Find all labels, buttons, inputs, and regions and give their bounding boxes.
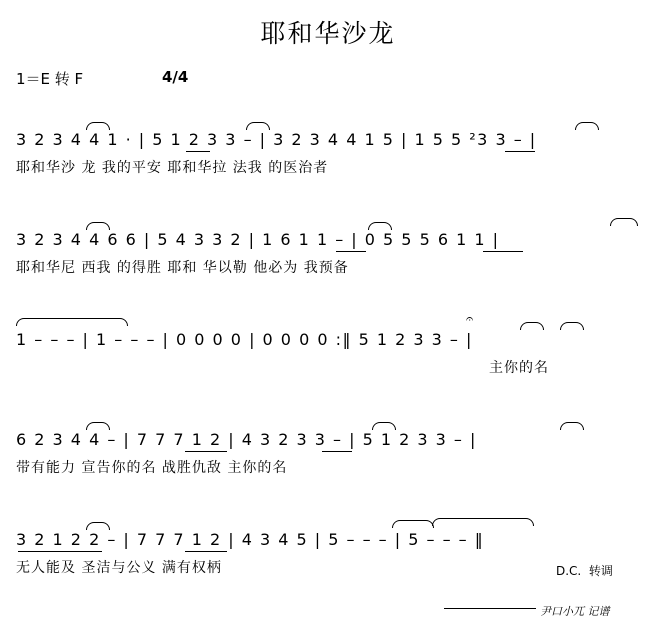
score-row-4 [0,430,656,510]
underline-mark [336,251,366,252]
lyrics-line: 主你的名 [489,360,549,376]
slur-mark [560,422,584,430]
notation-line: 3 2 1 2 2 – | 7 7 7 1 2 | 4 3 4 5 | 5 – – – | 5 – – – ‖ [16,530,485,549]
slur-mark [520,322,544,330]
notation-line: 6 2 3 4 4 – | 7 7 7 1 2 | 4 3 2 3 3 – | 5 1 2 3 3 – | [16,430,477,449]
slur-mark [372,422,396,430]
key-signature: 1＝E 转 F [16,70,84,88]
underline-mark [185,551,227,552]
slur-mark [86,222,110,230]
underline-mark [505,151,535,152]
slur-mark [86,122,110,130]
slur-mark [86,522,110,530]
notation-line: 3 2 3 4 4 1 · | 5 1 2 3 3 – | 3 2 3 4 4 1 5 | 1 5 5 ²3 3 – | [16,130,537,149]
underline-mark [483,251,523,252]
lyrics-line: 无人能及 圣洁与公义 满有权柄 [16,560,222,576]
underline-mark [186,151,210,152]
time-signature: 4/4 [162,68,189,86]
slur-mark [368,222,392,230]
score-row-2 [0,230,656,310]
slur-mark [610,218,638,226]
lyrics-line: 耶和华沙 龙 我的平安 耶和华拉 法我 的医治者 [16,160,329,176]
slur-mark [392,520,434,528]
score-row-3 [0,312,656,410]
notation-line: 1 – – – | 1 – – – | 0 0 0 0 | 0 0 0 0 :‖ 5 1 2 3 3 – | [16,330,473,349]
slur-mark [16,318,128,326]
dc-instruction: D.C. 转调 [556,564,613,578]
slur-mark [246,122,270,130]
lyrics-line: 带有能力 宣告你的名 战胜仇敌 主你的名 [16,460,288,476]
slur-mark [432,518,534,526]
song-title: 耶和华沙龙 [260,19,396,48]
lyrics-line: 耶和华尼 西我 的得胜 耶和 华以勒 他必为 我预备 [16,260,349,276]
transcriber-credit: 尹口小兀 记谱 [540,605,610,618]
slur-mark [86,422,110,430]
score-row-1 [0,130,656,210]
fermata-mark: 𝄐 [466,312,474,327]
underline-mark [18,551,102,552]
underline-mark [185,451,227,452]
slur-mark [575,122,599,130]
underline-mark [322,451,352,452]
slur-mark [560,322,584,330]
credit-rule [444,608,536,609]
notation-line: 3 2 3 4 4 6 6 | 5 4 3 3 2 | 1 6 1 1 – | 0 5 5 5 6 1 1 | [16,230,500,249]
